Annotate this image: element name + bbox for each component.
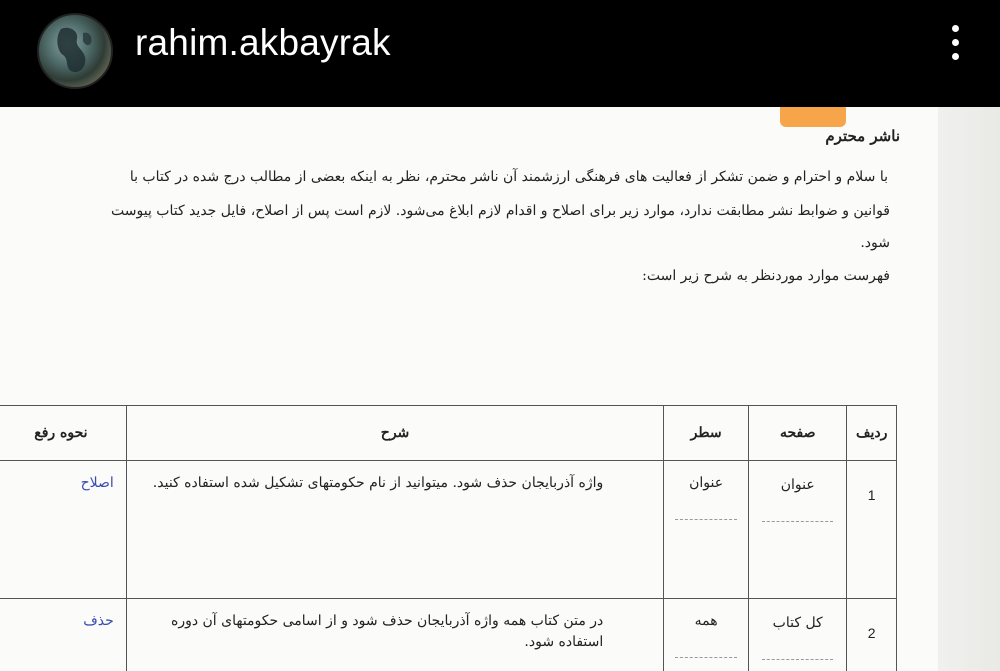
username[interactable]: rahim.akbayrak (135, 22, 391, 63)
paragraph-line: فهرست موارد موردنظر به شرح زیر است: (642, 268, 890, 284)
row-page (749, 461, 847, 599)
more-vertical-icon[interactable] (948, 25, 962, 69)
page-margin (938, 107, 1000, 671)
row-fix: حذف (0, 599, 126, 671)
table-row (0, 461, 897, 599)
salutation: ناشر محترم (825, 127, 900, 145)
row-fix: اصلاح (0, 461, 126, 599)
row-page (749, 599, 847, 671)
row-line-text: همه (694, 613, 718, 629)
row-line (664, 461, 749, 599)
divider (762, 521, 834, 522)
row-number: 2 (847, 599, 897, 671)
paragraph-line: شود. (860, 235, 890, 251)
divider (762, 659, 834, 660)
header-radif: ردیف (847, 406, 897, 461)
table-header-row (0, 406, 897, 461)
table-row (0, 599, 897, 671)
header-sharh: شرح (126, 406, 663, 461)
corrections-table (0, 405, 897, 671)
avatar[interactable] (37, 13, 113, 89)
document-image (0, 107, 1000, 671)
divider (675, 657, 736, 658)
row-line (664, 599, 749, 671)
divider (675, 519, 736, 520)
lake-map-icon (39, 15, 111, 87)
paragraph-line: قوانین و ضوابط نشر مطابقت ندارد، موارد زیر برای اصلاح و اقدام لازم ابلاغ می‌شود. لازم است پس از اصلاح، فایل جدید کتاب پیوست (111, 203, 890, 219)
header-page: صفحه (749, 406, 847, 461)
row-page-text: کل کتاب (772, 615, 823, 631)
row-description: در متن کتاب همه واژه آذربایجان حذف شود و از اسامی حکومتهای آن دوره استفاده شود. (126, 599, 663, 671)
row-number: 1 (847, 461, 897, 599)
row-description: واژه آذربایجان حذف شود. میتوانید از نام حکومتهای تشکیل شده استفاده کنید. (126, 461, 663, 599)
orange-tab (780, 107, 846, 127)
row-line-text: عنوان (689, 475, 724, 491)
paragraph-line: با سلام و احترام و ضمن تشکر از فعالیت های فرهنگی ارزشمند آن ناشر محترم، نظر به اینکه بعضی از مطالب درج شده در کتاب با (129, 169, 888, 185)
header-line: سطر (664, 406, 749, 461)
post-header (0, 0, 1000, 107)
row-page-text: عنوان (780, 477, 815, 493)
header-fix: نحوه رفع (0, 406, 126, 461)
